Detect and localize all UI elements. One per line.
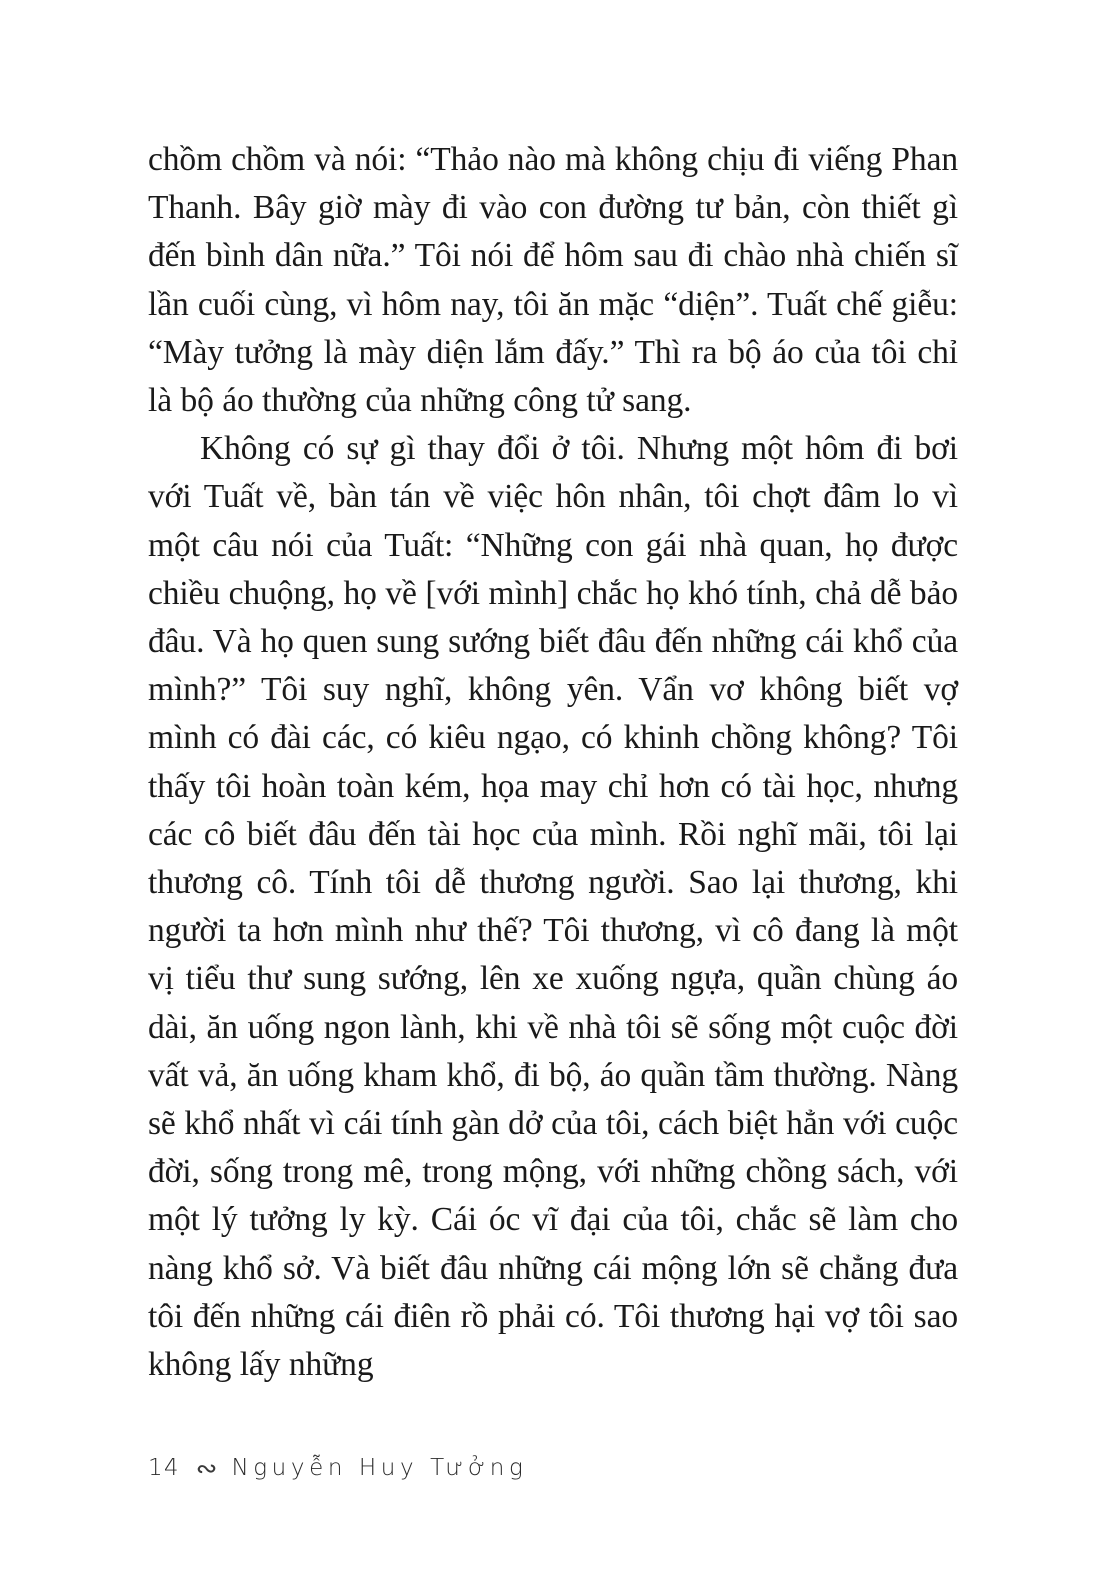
body-text-block (148, 136, 958, 1389)
swash-ornament-icon: ∾ (195, 1454, 218, 1484)
author-name: Nguyễn Huy Tưởng (231, 1454, 528, 1481)
page-number: 14 (148, 1454, 180, 1481)
page-footer (148, 1454, 528, 1484)
paragraph: Không có sự gì thay đổi ở tôi. Nhưng một hôm đi bơi với Tuất về, bàn tán về việc hôn nhân, tôi chợt đâm lo vì một câu nói của Tuất: “Những con gái nhà quan, họ được chiều chuộng, họ về [với mình] chắc họ khó tính, chả dễ bảo đâu. Và họ quen sung sướng biết đâu đến những cái khổ của mình?” Tôi suy nghĩ, không yên. Vẩn vơ không biết vợ mình có đài các, có kiêu ngạo, có khinh chồng không? Tôi thấy tôi hoàn toàn kém, họa may chỉ hơn có tài học, nhưng các cô biết đâu đến tài học của mình. Rồi nghĩ mãi, tôi lại thương cô. Tính tôi dễ thương người. Sao lại thương, khi người ta hơn mình như thế? Tôi thương, vì cô đang là một vị tiểu thư sung sướng, lên xe xuống ngựa, quần chùng áo dài, ăn uống ngon lành, khi về nhà tôi sẽ sống một cuộc đời vất vả, ăn uống kham khổ, đi bộ, áo quần tầm thường. Nàng sẽ khổ nhất vì cái tính gàn dở của tôi, cách biệt hẳn với cuộc đời, sống trong mê, trong mộng, với những chồng sách, với một lý tưởng ly kỳ. Cái óc vĩ đại của tôi, chắc sẽ làm cho nàng khổ sở. Và biết đâu những cái mộng lớn sẽ chẳng đưa tôi đến những cái điên rồ phải có. Tôi thương hại vợ tôi sao không lấy những (148, 430, 958, 1384)
paragraph-continued: chồm chồm và nói: “Thảo nào mà không chịu đi viếng Phan Thanh. Bây giờ mày đi vào con đường tư bản, còn thiết gì đến bình dân nữa.” Tôi nói để hôm sau đi chào nhà chiến sĩ lần cuối cùng, vì hôm nay, tôi ăn mặc “diện”. Tuất chế giễu: “Mày tưởng là mày diện lắm đấy.” Thì ra bộ áo của tôi chỉ là bộ áo thường của những công tử sang. (148, 141, 958, 420)
